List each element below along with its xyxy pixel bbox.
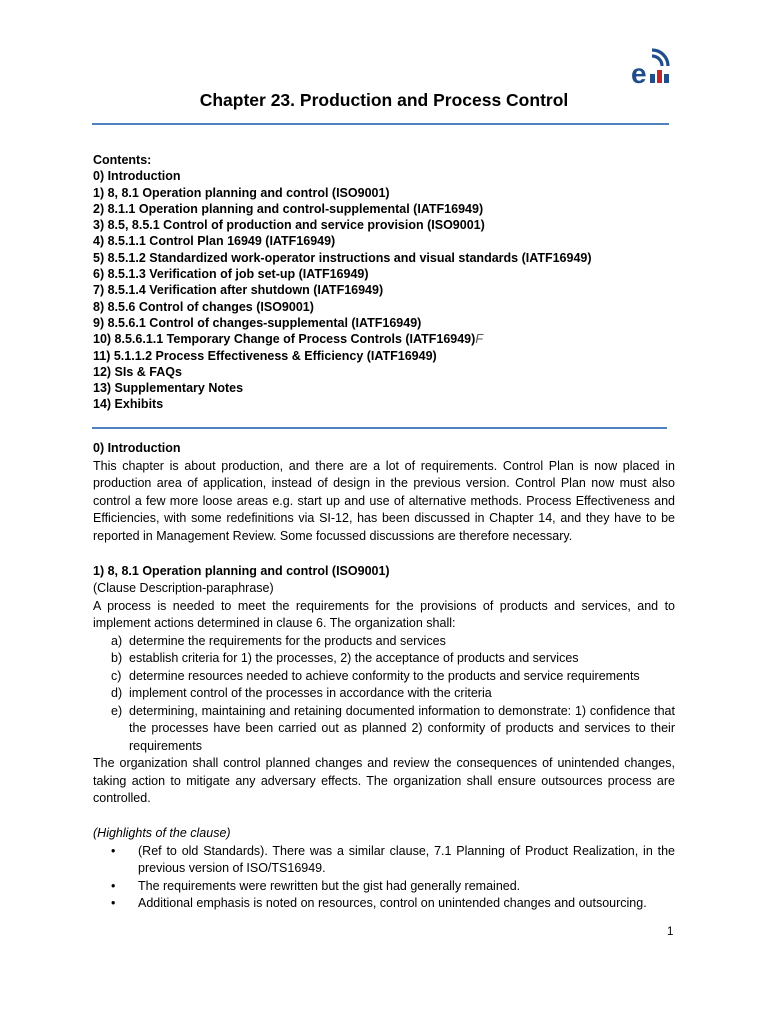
bullet-icon: • [111,878,116,893]
highlight-text: (Ref to old Standards). There was a similar clause, 7.1 Planning of Product Realization, in the previous version of ISO/TS16949. [138,843,675,875]
list-item-label: e) [111,703,123,718]
list-item [93,668,675,686]
contents-item: 3) 8.5, 8.5.1 Control of production and service provision (ISO9001) [93,218,485,233]
bullet-icon: • [111,896,116,910]
highlights-heading: (Highlights of the clause) [93,826,231,840]
contents-divider [92,427,667,429]
contents-item: 2) 8.1.1 Operation planning and control-supplemental (IATF16949) [93,201,484,216]
contents-item: 0) Introduction [93,169,181,184]
list-item-label: a) [111,633,123,648]
list-item [93,650,675,668]
company-logo-icon [630,44,674,86]
contents-item: 13) Supplementary Notes [93,381,244,396]
table-of-contents [93,152,673,413]
contents-item [93,331,673,347]
intro-paragraph: This chapter is about production, and there are a lot of requirements. Control Plan is now placed in production area of application, instead of design in the previous version. Control Plan now must also control a few more loose areas e.g. start up and use of alternative methods. Process Effectiveness and Efficiencies, with some redefinitions via SI-12, has been discussed in Chapter 14, and they have to be reported in Management Review. Some focussed discussions are therefore necessary. [93,458,675,543]
list-item [93,703,675,756]
contents-item: 9) 8.5.6.1 Control of changes-supplemental (IATF16949) [93,315,422,330]
contents-item-text: 10) 8.5.6.1.1 Temporary Change of Process Controls (IATF16949) [93,332,476,347]
contents-item: 1) 8, 8.1 Operation planning and control (ISO9001) [93,185,390,200]
bullet-icon: • [111,843,116,858]
contents-item: 7) 8.5.1.4 Verification after shutdown (IATF16949) [93,283,384,298]
requirements-list [93,633,675,756]
contents-heading: Contents: [93,153,152,167]
contents-item: 12) SIs & FAQs [93,364,182,379]
list-item-text: implement control of the processes in accordance with the criteria [129,686,492,700]
list-item-text: establish criteria for 1) the processes, 2) the acceptance of products and services [129,651,579,665]
list-item [93,633,675,651]
contents-item: 8) 8.5.6 Control of changes (ISO9001) [93,299,314,314]
page-number: 1 [667,926,674,938]
svg-text:e: e [631,58,647,86]
section1-lead: A process is needed to meet the requirements for the provisions of products and services, and to implement actions determined in clause 6. The organization shall: [93,598,675,630]
list-item-label: d) [111,686,123,700]
list-item-text: determine the requirements for the products and services [129,633,446,648]
list-item-label: b) [111,651,123,665]
contents-item: 4) 8.5.1.1 Control Plan 16949 (IATF16949) [93,234,336,249]
document-body [93,440,675,913]
list-item-label: c) [111,668,122,683]
highlight-item [93,843,675,878]
section1-subheading: (Clause Description-paraphrase) [93,581,274,595]
section1-heading: 1) 8, 8.1 Operation planning and control (ISO9001) [93,563,390,578]
contents-item: 5) 8.5.1.2 Standardized work-operator instructions and visual standards (IATF16949) [93,250,592,265]
highlight-text: The requirements were rewritten but the gist had generally remained. [138,878,521,893]
contents-item: 14) Exhibits [93,397,164,412]
contents-item: 6) 8.5.1.3 Verification of job set-up (IATF16949) [93,267,369,282]
highlight-item [93,878,675,896]
title-divider [92,123,669,125]
contents-item: 11) 5.1.1.2 Process Effectiveness & Efficiency (IATF16949) [93,348,437,363]
highlight-text: Additional emphasis is noted on resources, control on unintended changes and outsourcing. [138,896,647,910]
highlights-list [93,843,675,913]
list-item-text: determine resources needed to achieve conformity to the products and service requirements [129,668,640,683]
section1-closing: The organization shall control planned changes and review the consequences of unintended changes, taking action to mitigate any adversary effects. The organization shall ensure outsources process are controlled. [93,756,675,805]
page-title: Chapter 23. Production and Process Control [199,90,569,110]
highlight-item [93,895,675,913]
list-item [93,685,675,703]
list-item-text: determining, maintaining and retaining documented information to demonstrate: 1) confidence that the processes have been carried out as planned 2) conformity of products and services to their requirements [129,703,675,753]
intro-heading: 0) Introduction [93,441,181,455]
contents-item-mark: F [475,332,483,347]
